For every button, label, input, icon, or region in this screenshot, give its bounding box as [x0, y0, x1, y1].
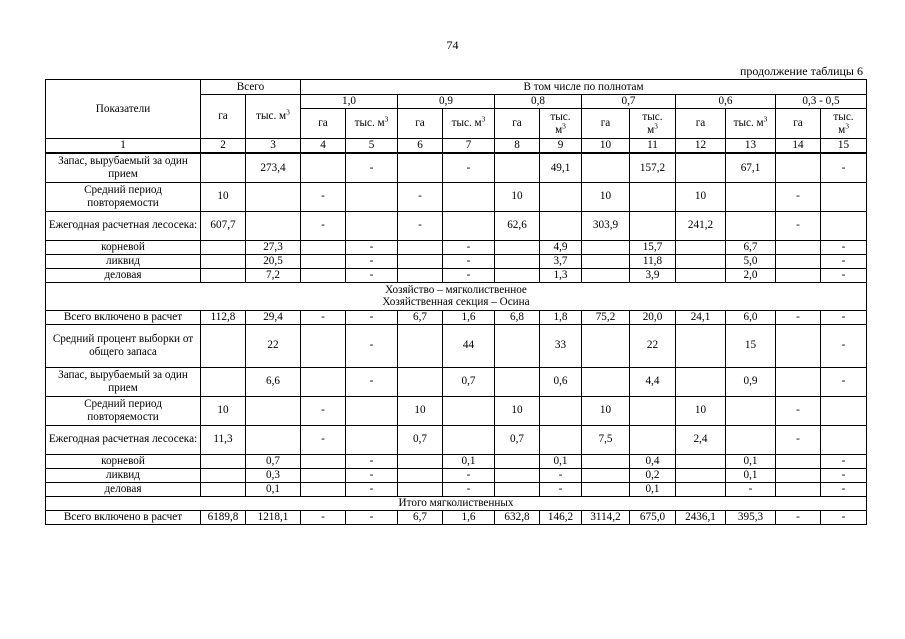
section-heading-total-line: Итого мягколиственных [398, 496, 514, 509]
table-cell: 4,4 [630, 367, 676, 396]
table-cell: 0,7 [443, 367, 495, 396]
column-number: 3 [246, 139, 301, 154]
table-cell [540, 211, 582, 240]
table-cell: 6,6 [246, 367, 301, 396]
table-cell [676, 454, 726, 468]
table-cell: 6189,8 [201, 510, 246, 524]
table-cell: 1,3 [540, 268, 582, 282]
table-cell: 3,7 [540, 254, 582, 268]
table-cell: 0,1 [540, 454, 582, 468]
table-cell: 0,7 [495, 425, 540, 454]
table-row [46, 211, 867, 240]
row-label: ликвид [46, 254, 201, 268]
table-cell [301, 454, 346, 468]
table-cell: 10 [676, 396, 726, 425]
table-cell: 10 [201, 396, 246, 425]
table-cell [443, 211, 495, 240]
table-cell: 607,7 [201, 211, 246, 240]
table-cell: - [776, 310, 821, 324]
table-cell: 62,6 [495, 211, 540, 240]
table-cell: - [301, 310, 346, 324]
table-cell: - [443, 482, 495, 496]
table-cell: 75,2 [582, 310, 630, 324]
table-cell: - [301, 425, 346, 454]
table-cell: 0,9 [726, 367, 776, 396]
column-number: 7 [443, 139, 495, 154]
table-cell [443, 396, 495, 425]
header-density-1: 1,0 [301, 95, 398, 109]
table-cell: - [540, 482, 582, 496]
column-number: 4 [301, 139, 346, 154]
table-cell: 241,2 [676, 211, 726, 240]
table-row [46, 510, 867, 524]
table-cell: 2,4 [676, 425, 726, 454]
table-cell [726, 182, 776, 211]
table-cell: 10 [582, 396, 630, 425]
table-cell: - [776, 396, 821, 425]
table-cell: 2,0 [726, 268, 776, 282]
header-total-thous: тыс. $м^3$ [246, 95, 301, 139]
table-cell: - [821, 254, 867, 268]
table-cell: 7,2 [246, 268, 301, 282]
column-number: 5 [346, 139, 398, 154]
table-cell: - [346, 310, 398, 324]
table-cell [676, 482, 726, 496]
column-number: 9 [540, 139, 582, 154]
table-cell [495, 367, 540, 396]
table-cell [726, 211, 776, 240]
table-cell [201, 324, 246, 367]
table-cell: 303,9 [582, 211, 630, 240]
table-cell: - [776, 211, 821, 240]
table-cell: - [346, 482, 398, 496]
column-number: 14 [776, 139, 821, 154]
table-cell: 0,2 [630, 468, 676, 482]
table-cell: - [821, 310, 867, 324]
table-cell: - [443, 240, 495, 254]
table-cell [201, 468, 246, 482]
table-cell: 10 [582, 182, 630, 211]
section-heading-aspen-line: Хозяйство – мягколиственное [385, 283, 527, 296]
table-cell [582, 240, 630, 254]
header-total-ha: га [201, 95, 246, 139]
table-cell: 0,1 [726, 454, 776, 468]
table-cell: - [821, 153, 867, 182]
table-cell: 0,3 [246, 468, 301, 482]
table-cell: 0,7 [246, 454, 301, 468]
table-cell: - [346, 153, 398, 182]
table-cell [201, 268, 246, 282]
table-cell: 10 [398, 396, 443, 425]
table-cell [821, 396, 867, 425]
header-unit-ha: га [301, 109, 346, 139]
table-cell: - [443, 468, 495, 482]
table-cell [540, 425, 582, 454]
table-cell [246, 396, 301, 425]
table-cell [630, 425, 676, 454]
table-cell: 0,1 [726, 468, 776, 482]
table-cell: 67,1 [726, 153, 776, 182]
column-number: 10 [582, 139, 630, 154]
table-cell: - [540, 468, 582, 482]
section-heading-total [46, 496, 867, 510]
table-cell [582, 468, 630, 482]
table-cell: 6,7 [398, 510, 443, 524]
header-unit-thous: тыс. $м^3$ [821, 109, 867, 139]
table-cell [398, 153, 443, 182]
row-label: деловая [46, 268, 201, 282]
header-density-4: 0,7 [582, 95, 676, 109]
table-cell: - [821, 468, 867, 482]
table-cell: 0,4 [630, 454, 676, 468]
table-cell [201, 482, 246, 496]
table-cell: 22 [246, 324, 301, 367]
table-cell: - [346, 510, 398, 524]
table-cell: 0,1 [630, 482, 676, 496]
table-cell [776, 324, 821, 367]
table-cell [201, 254, 246, 268]
table-row [46, 468, 867, 482]
table-cell: - [821, 454, 867, 468]
table-cell [443, 182, 495, 211]
table-cell [676, 367, 726, 396]
row-label: Запас, вырубаемый за один прием [46, 367, 201, 396]
table-cell [246, 425, 301, 454]
header-column-numbers [46, 139, 867, 154]
column-number: 11 [630, 139, 676, 154]
table-cell [821, 211, 867, 240]
column-number: 12 [676, 139, 726, 154]
table-cell [582, 482, 630, 496]
table-cell [398, 454, 443, 468]
table-cell [630, 211, 676, 240]
table-cell: - [346, 367, 398, 396]
table-cell [630, 396, 676, 425]
table-cell [301, 254, 346, 268]
table-cell: 395,3 [726, 510, 776, 524]
header-unit-ha: га [398, 109, 443, 139]
table-cell: 44 [443, 324, 495, 367]
table-cell: - [776, 510, 821, 524]
table-cell: 11,8 [630, 254, 676, 268]
table-cell: 112,8 [201, 310, 246, 324]
table-cell: - [821, 268, 867, 282]
table-cell: 0,1 [443, 454, 495, 468]
table-cell [582, 367, 630, 396]
table-row [46, 268, 867, 282]
header-indicators: Показатели [46, 80, 201, 139]
table-cell: 0,7 [398, 425, 443, 454]
header-unit-ha: га [776, 109, 821, 139]
table-cell: 6,0 [726, 310, 776, 324]
section-heading-total-cell [46, 496, 867, 510]
table-cell: 157,2 [630, 153, 676, 182]
table-cell: 10 [201, 182, 246, 211]
table-cell [495, 324, 540, 367]
row-label: ликвид [46, 468, 201, 482]
row-label: Средний период повторяемости [46, 396, 201, 425]
header-density-5: 0,6 [676, 95, 776, 109]
header-unit-ha: га [582, 109, 630, 139]
table-cell: - [398, 211, 443, 240]
table-cell [540, 396, 582, 425]
table-cell: 273,4 [246, 153, 301, 182]
table-cell [201, 153, 246, 182]
row-label: Ежегодная расчетная лесосека: [46, 425, 201, 454]
table-cell: 24,1 [676, 310, 726, 324]
column-number: 15 [821, 139, 867, 154]
table-cell [776, 240, 821, 254]
table-cell [582, 254, 630, 268]
table-cell: - [821, 324, 867, 367]
table-row [46, 324, 867, 367]
row-label: Всего включено в расчет [46, 310, 201, 324]
header-by-density: В том числе по полнотам [301, 80, 867, 95]
column-number: 13 [726, 139, 776, 154]
table-cell: 6,8 [495, 310, 540, 324]
column-number: 6 [398, 139, 443, 154]
harvest-table [45, 79, 867, 525]
table-row [46, 310, 867, 324]
table-cell [201, 367, 246, 396]
table-cell [540, 182, 582, 211]
table-row [46, 396, 867, 425]
row-label: Всего включено в расчет [46, 510, 201, 524]
table-cell [301, 240, 346, 254]
table-cell: 29,4 [246, 310, 301, 324]
column-number: 1 [46, 139, 201, 154]
table-cell: - [301, 182, 346, 211]
table-cell [201, 454, 246, 468]
table-cell: - [301, 211, 346, 240]
row-label: деловая [46, 482, 201, 496]
table-cell [630, 182, 676, 211]
row-label: корневой [46, 240, 201, 254]
table-cell [726, 425, 776, 454]
table-cell: 6,7 [726, 240, 776, 254]
section-heading-aspen [46, 282, 867, 310]
table-cell [398, 482, 443, 496]
table-cell: - [821, 367, 867, 396]
table-cell: 4,9 [540, 240, 582, 254]
table-cell [582, 268, 630, 282]
table-row [46, 482, 867, 496]
table-cell: 7,5 [582, 425, 630, 454]
table-cell: 0,6 [540, 367, 582, 396]
table-cell [301, 367, 346, 396]
table-cell: 5,0 [726, 254, 776, 268]
table-cell [676, 240, 726, 254]
row-label: Ежегодная расчетная лесосека: [46, 211, 201, 240]
column-number: 8 [495, 139, 540, 154]
table-cell: - [726, 482, 776, 496]
table-cell: 20,0 [630, 310, 676, 324]
table-cell: 11,3 [201, 425, 246, 454]
table-cell: 1,8 [540, 310, 582, 324]
table-cell [776, 254, 821, 268]
table-row [46, 454, 867, 468]
header-total: Всего [201, 80, 301, 95]
table-cell [582, 454, 630, 468]
table-cell [398, 367, 443, 396]
table-cell [676, 254, 726, 268]
table-cell [301, 468, 346, 482]
table-cell: 49,1 [540, 153, 582, 182]
table-cell: - [346, 324, 398, 367]
table-row [46, 240, 867, 254]
table-cell: 0,1 [246, 482, 301, 496]
table-cell [676, 324, 726, 367]
table-cell [398, 240, 443, 254]
table-row [46, 182, 867, 211]
table-cell: 146,2 [540, 510, 582, 524]
table-cell [398, 468, 443, 482]
table-cell [443, 425, 495, 454]
table-cell: - [346, 240, 398, 254]
table-cell [776, 468, 821, 482]
table-cell: 15,7 [630, 240, 676, 254]
table-cell [582, 153, 630, 182]
table-cell: - [346, 254, 398, 268]
table-cell: 1,6 [443, 510, 495, 524]
table-cell: - [398, 182, 443, 211]
table-cell: - [443, 254, 495, 268]
row-label: Средний период повторяемости [46, 182, 201, 211]
table-cell [301, 268, 346, 282]
table-cell: 6,7 [398, 310, 443, 324]
table-cell [301, 324, 346, 367]
table-cell: - [443, 153, 495, 182]
table-cell: - [346, 268, 398, 282]
header-unit-ha: га [495, 109, 540, 139]
table-cell: 33 [540, 324, 582, 367]
row-label: Средний процент выборки от общего запаса [46, 324, 201, 367]
table-cell [301, 153, 346, 182]
table-cell [776, 268, 821, 282]
table-cell: 27,3 [246, 240, 301, 254]
row-label: Запас, вырубаемый за один прием [46, 153, 201, 182]
table-cell [821, 182, 867, 211]
table-cell [495, 254, 540, 268]
table-cell [495, 454, 540, 468]
table-cell: 675,0 [630, 510, 676, 524]
table-row [46, 254, 867, 268]
table-cell: - [346, 468, 398, 482]
table-row [46, 425, 867, 454]
row-label: корневой [46, 454, 201, 468]
header-unit-thous: тыс. $м^3$ [540, 109, 582, 139]
table-cell [346, 425, 398, 454]
table-cell: - [301, 510, 346, 524]
header-density-2: 0,9 [398, 95, 495, 109]
table-cell: 1218,1 [246, 510, 301, 524]
table-cell: - [821, 510, 867, 524]
table-cell [495, 482, 540, 496]
table-cell: 632,8 [495, 510, 540, 524]
table-cell [776, 153, 821, 182]
table-cell [676, 268, 726, 282]
header-unit-thous: тыс. $м^3$ [630, 109, 676, 139]
table-cell [776, 482, 821, 496]
table-cell: 10 [495, 182, 540, 211]
header-unit-thous: тыс. $м^3$ [443, 109, 495, 139]
column-number: 2 [201, 139, 246, 154]
table-cell: 22 [630, 324, 676, 367]
table-cell [398, 268, 443, 282]
table-cell [201, 240, 246, 254]
table-cell [495, 468, 540, 482]
table-cell [821, 425, 867, 454]
table-row [46, 153, 867, 182]
table-cell: - [301, 396, 346, 425]
header-density-3: 0,8 [495, 95, 582, 109]
table-cell [776, 367, 821, 396]
table-cell [776, 454, 821, 468]
table-cell [246, 211, 301, 240]
table-cell: 1,6 [443, 310, 495, 324]
table-continuation-note: продолжение таблицы 6 [739, 64, 863, 78]
table-cell: 3,9 [630, 268, 676, 282]
section-heading-aspen-line: Хозяйственная секция – Осина [382, 296, 530, 308]
table-cell: 15 [726, 324, 776, 367]
header-unit-ha: га [676, 109, 726, 139]
table-cell [246, 182, 301, 211]
table-cell [346, 396, 398, 425]
header-unit-thous: тыс. $м^3$ [726, 109, 776, 139]
table-cell: 3114,2 [582, 510, 630, 524]
table-cell: - [443, 268, 495, 282]
table-cell: 10 [495, 396, 540, 425]
table-cell: - [776, 425, 821, 454]
table-cell [398, 324, 443, 367]
table-cell [301, 482, 346, 496]
table-cell: - [821, 482, 867, 496]
table-cell: - [821, 240, 867, 254]
table-cell [346, 182, 398, 211]
table-cell [398, 254, 443, 268]
header-unit-thous: тыс. $м^3$ [346, 109, 398, 139]
table-cell [676, 468, 726, 482]
table-cell: 2436,1 [676, 510, 726, 524]
header-density-6: 0,3 - 0,5 [776, 95, 867, 109]
table-cell [582, 324, 630, 367]
table-cell: - [346, 454, 398, 468]
table-cell: 10 [676, 182, 726, 211]
table-cell [346, 211, 398, 240]
table-cell [495, 153, 540, 182]
table-row [46, 367, 867, 396]
table-cell [676, 153, 726, 182]
section-heading-aspen-cell [46, 282, 867, 310]
table-cell: - [776, 182, 821, 211]
table-cell [495, 240, 540, 254]
page-number: 74 [446, 38, 459, 52]
table-cell [495, 268, 540, 282]
table-cell: 20,5 [246, 254, 301, 268]
table-cell [726, 396, 776, 425]
